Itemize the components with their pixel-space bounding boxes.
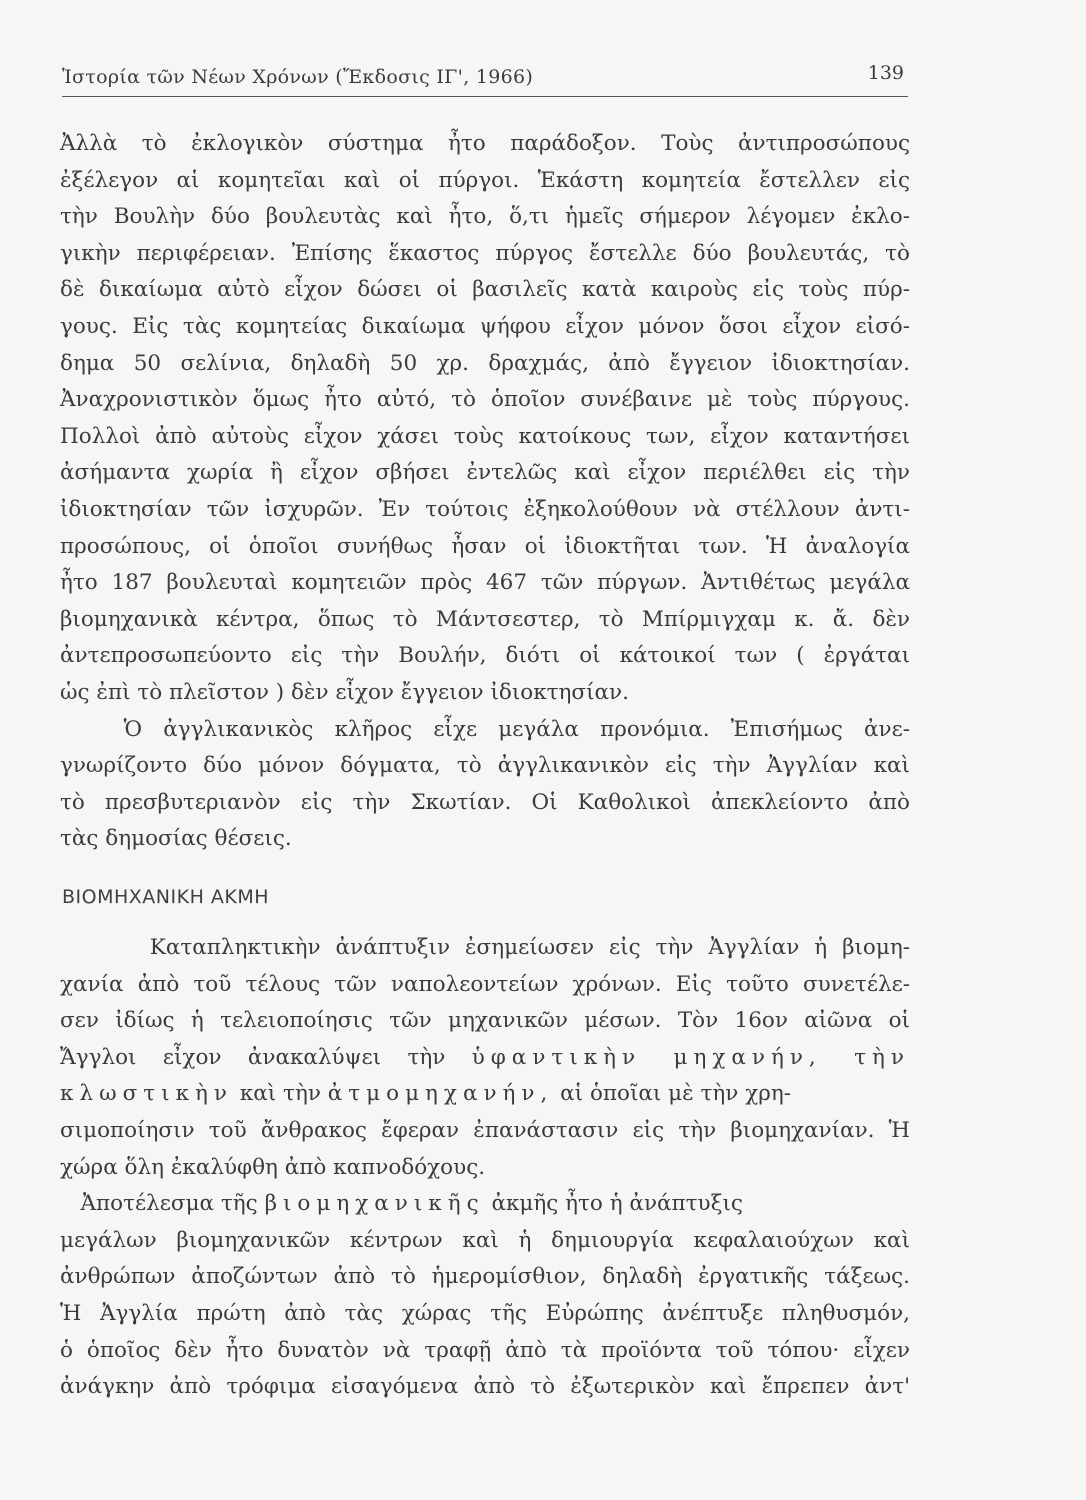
text-line: ἀντεπροσωπεύοντο εἰς τὴν Βουλήν, διότι οἱ κάτοικοί των ( ἐργάται <box>60 643 910 669</box>
text-line: Ὁ ἀγγλικανικὸς κλῆρος εἶχε μεγάλα προνόμια. Ἐπισήμως ἀνε- <box>60 716 910 742</box>
text-line: ἀνάγκην ἀπὸ τρόφιμα εἰσαγόμενα ἀπὸ τὸ ἐξωτερικὸν καὶ ἔπρεπεν ἀντ' <box>60 1374 910 1400</box>
running-head: Ἱστορία τῶν Νέων Χρόνων (Ἔκδοσις ΙΓ', 1966) <box>62 66 534 88</box>
text-line: σιμοποίησιν τοῦ ἄνθρακος ἔφεραν ἐπανάστασιν εἰς τὴν βιομηχανίαν. Ἡ <box>60 1117 910 1143</box>
emphasized-term: ἀτμομηχανήν, <box>327 1081 554 1107</box>
text-line: χανία ἀπὸ τοῦ τέλους τῶν ναπολεοντείων χρόνων. Εἰς τοῦτο συνετέλε- <box>60 971 910 997</box>
text-line: μεγάλων βιομηχανικῶν κέντρων καὶ ἡ δημιουργία κεφαλαιούχων καὶ <box>60 1227 910 1253</box>
emphasized-term: κλωστικὴν <box>60 1081 233 1107</box>
emphasized-term: βιομηχανικῆς <box>264 1191 485 1217</box>
text-line: ἰδιοκτησίαν τῶν ἰσχυρῶν. Ἐν τούτοις ἐξηκολούθουν νὰ στέλλουν ἀντι- <box>60 496 910 522</box>
text-line <box>60 1040 910 1077</box>
text-line: δὲ δικαίωμα αὐτὸ εἶχον δώσει οἱ βασιλεῖς κατὰ καιροὺς εἰς τοὺς πύρ- <box>60 277 910 303</box>
paragraph <box>60 1186 910 1406</box>
paragraph <box>60 126 910 712</box>
text-line: ἀνθρώπων ἀποζώντων ἀπὸ τὸ ἡμερομίσθιον, δηλαδὴ ἐργατικῆς τάξεως. <box>60 1264 910 1290</box>
text-line: ἦτο 187 βουλευταὶ κομητειῶν πρὸς 467 τῶν πύργων. Ἀντιθέτως μεγάλα <box>60 570 910 596</box>
text-line: Πολλοὶ ἀπὸ αὐτοὺς εἶχον χάσει τοὺς κατοίκους των, εἶχον καταντήσει <box>60 423 910 449</box>
page-number: 139 <box>867 62 904 84</box>
text-line: τὴν Βουλὴν δύο βουλευτὰς καὶ ἦτο, ὅ,τι ἡμεῖς σήμερον λέγομεν ἐκλο- <box>60 204 910 230</box>
paragraph <box>60 712 910 858</box>
text-line: ἐξέλεγον αἱ κομητεῖαι καὶ οἱ πύργοι. Ἑκάστη κομητεία ἔστελλεν εἰς <box>60 167 910 193</box>
text-line: Ἀλλὰ τὸ ἐκλογικὸν σύστημα ἦτο παράδοξον. Τοὺς ἀντιπροσώπους <box>60 131 910 156</box>
text-line: τὰς δημοσίας θέσεις. <box>60 826 292 852</box>
text-segment: Ἀποτέλεσμα τῆς <box>60 1191 265 1217</box>
text-line: τὸ πρεσβυτεριανὸν εἰς τὴν Σκωτίαν. Οἱ Καθολικοὶ ἀπεκλείοντο ἀπὸ <box>60 789 910 815</box>
paragraph <box>60 930 910 1186</box>
text-line: σεν ἰδίως ἡ τελειοποίησις τῶν μηχανικῶν μέσων. Τὸν 16ον αἰῶνα οἱ <box>60 1008 910 1034</box>
text-line: δημα 50 σελίνια, δηλαδὴ 50 χρ. δραχμάς, ἀπὸ ἔγγειον ἰδιοκτησίαν. <box>60 350 910 376</box>
text-line: γνωρίζοντο δύο μόνον δόγματα, τὸ ἀγγλικανικὸν εἰς τὴν Ἀγγλίαν καὶ <box>60 753 910 779</box>
text-line: γους. Εἰς τὰς κομητείας δικαίωμα ψήφου εἶχον μόνον ὅσοι εἶχον εἰσό- <box>60 313 910 339</box>
text-line: ὁ ὁποῖος δὲν ἦτο δυνατὸν νὰ τραφῇ ἀπὸ τὰ προϊόντα τοῦ τόπου· εἶχεν <box>60 1337 910 1363</box>
page-header <box>62 62 908 97</box>
text-line <box>60 1186 910 1223</box>
text-line <box>60 1076 910 1113</box>
body-text-section-1 <box>60 126 910 858</box>
text-line: προσώπους, οἱ ὁποῖοι συνήθως ἦσαν οἱ ἰδιοκτῆται των. Ἡ ἀναλογία <box>60 533 910 559</box>
text-segment: Ἄγγλοι εἶχον ἀνακαλύψει τὴν <box>60 1044 472 1070</box>
section-heading: ΒΙΟΜΗΧΑΝΙΚΗ ΑΚΜΗ <box>62 886 270 908</box>
body-text-section-2 <box>60 930 910 1406</box>
text-segment: ἀκμῆς ἦτο ἡ ἀνάπτυξις <box>484 1191 743 1217</box>
text-segment: καὶ τὴν <box>233 1081 328 1107</box>
text-line: Καταπληκτικὴν ἀνάπτυξιν ἐσημείωσεν εἰς τὴν Ἀγγλίαν ἡ βιομη- <box>60 935 910 960</box>
text-line: ἀσήμαντα χωρία ἢ εἶχον σβήσει ἐντελῶς καὶ εἶχον περιέλθει εἰς τὴν <box>60 460 910 486</box>
text-line: Ἡ Ἀγγλία πρώτη ἀπὸ τὰς χώρας τῆς Εὐρώπης ἀνέπτυξε πληθυσμόν, <box>60 1300 910 1326</box>
emphasized-term: ὑφαντικὴν μηχανήν, τὴν <box>471 1044 910 1070</box>
text-line: χώρα ὅλη ἐκαλύφθη ἀπὸ καπνοδόχους. <box>60 1154 486 1180</box>
text-line: Ἀναχρονιστικὸν ὅμως ἦτο αὐτό, τὸ ὁποῖον συνέβαινε μὲ τοὺς πύργους. <box>60 387 910 413</box>
text-line: ὡς ἐπὶ τὸ πλεῖστον ) δὲν εἶχον ἔγγειον ἰδιοκτησίαν. <box>60 679 629 705</box>
text-line: γικὴν περιφέρειαν. Ἐπίσης ἕκαστος πύργος ἔστελλε δύο βουλευτάς, τὸ <box>60 240 910 266</box>
text-line: βιομηχανικὰ κέντρα, ὅπως τὸ Μάντσεστερ, τὸ Μπίρμιγχαμ κ. ἄ. δὲν <box>60 606 910 632</box>
text-segment: αἱ ὁποῖαι μὲ τὴν χρη- <box>553 1081 792 1107</box>
